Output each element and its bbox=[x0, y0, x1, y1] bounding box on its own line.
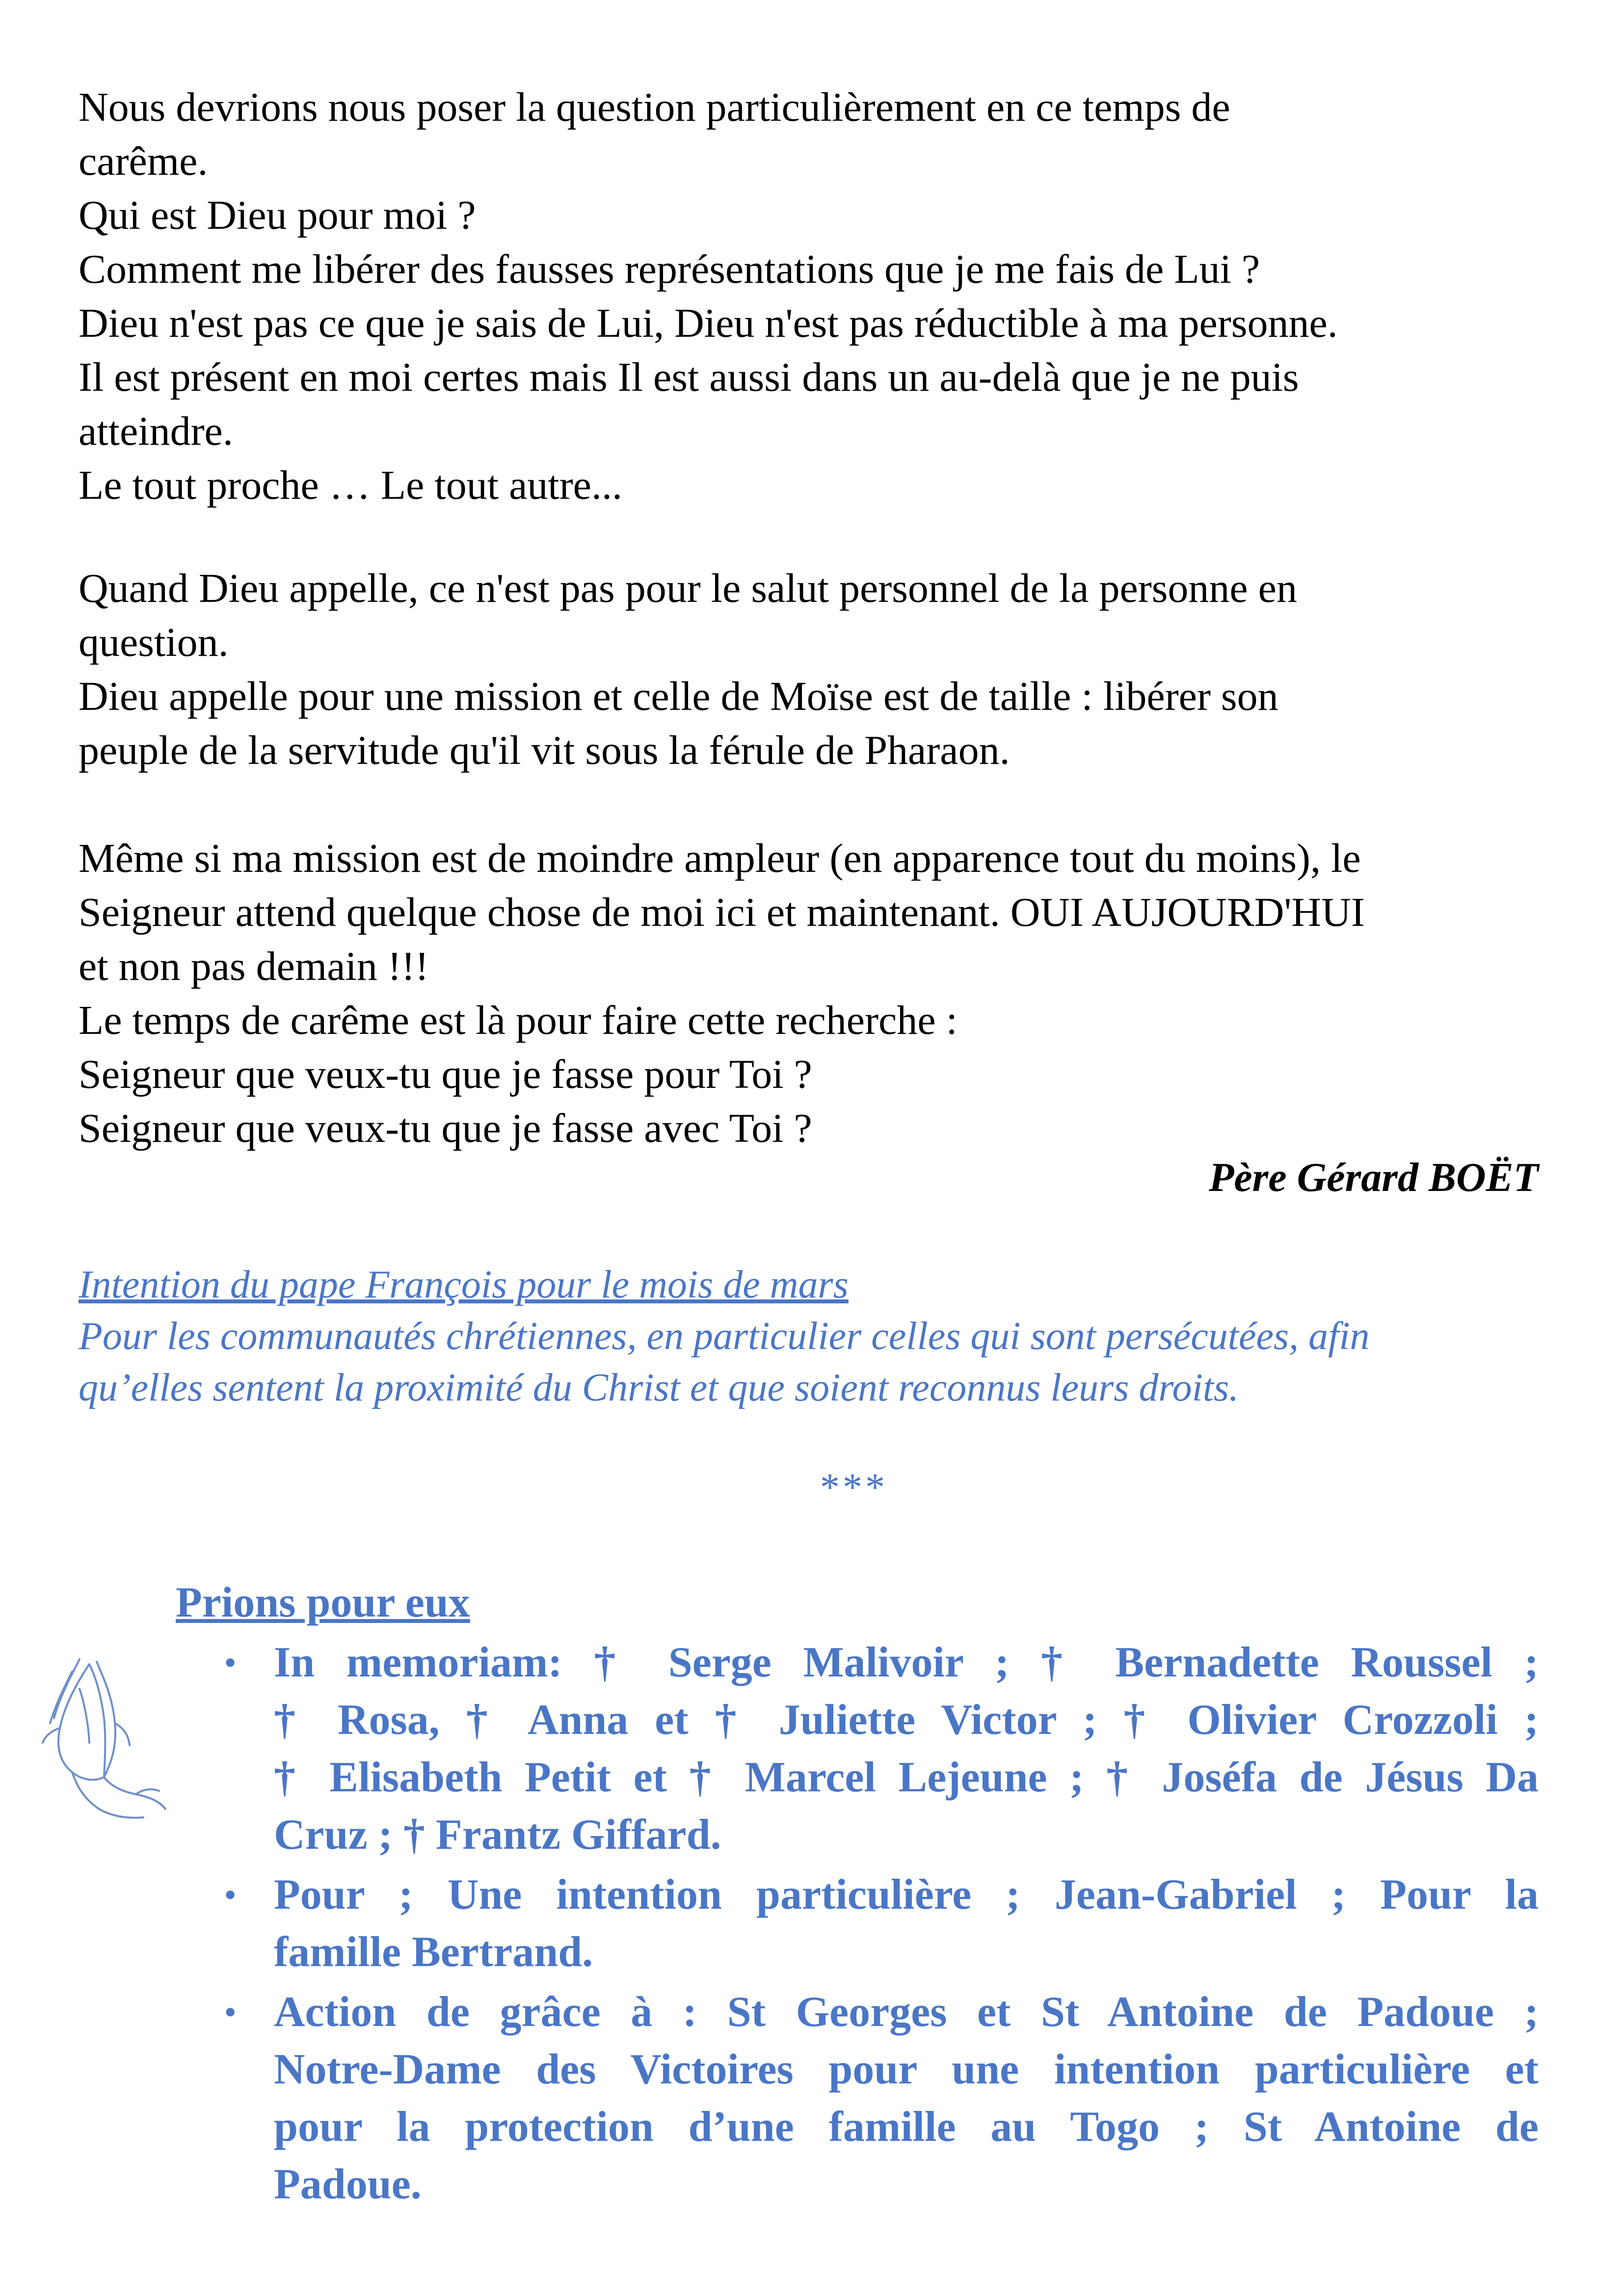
text-line: Il est présent en moi certes mais Il est aussi dans un au-delà que je ne puis bbox=[79, 354, 1299, 400]
text-line: Comment me libérer des fausses représentations que je me fais de Lui ? bbox=[79, 246, 1260, 292]
list-item-line: Padoue. bbox=[274, 2161, 422, 2208]
text-line: Nous devrions nous poser la question particulièrement en ce temps de bbox=[79, 84, 1230, 130]
text-line: et non pas demain !!! bbox=[79, 944, 429, 989]
body-paragraph-3 bbox=[79, 832, 1536, 1156]
list-item-line: pour la protection d’une famille au Togo ; St Antoine de bbox=[274, 2103, 1539, 2151]
text-line: Même si ma mission est de moindre ampleur (en apparence tout du moins), le bbox=[79, 836, 1361, 881]
text-line: atteindre. bbox=[79, 408, 233, 454]
list-item-line: Action de grâce à : St Georges et St Antoine de Padoue ; bbox=[274, 1988, 1539, 2036]
prayer-item-pour bbox=[225, 1866, 1539, 1981]
bullet-icon: • bbox=[225, 1877, 236, 1912]
prayer-item-action-de-grace bbox=[225, 1983, 1539, 2213]
bullet-icon: • bbox=[225, 1995, 236, 2029]
prayer-item-in-memoriam bbox=[225, 1634, 1539, 1864]
text-line: Seigneur que veux-tu que je fasse pour Toi ? bbox=[79, 1052, 812, 1097]
text-line: Le tout proche … Le tout autre... bbox=[79, 462, 622, 508]
prions-title: Prions pour eux bbox=[176, 1579, 470, 1626]
text-line: Seigneur que veux-tu que je fasse avec Toi ? bbox=[79, 1106, 812, 1151]
prayer-list bbox=[225, 1634, 1539, 2215]
list-item-line: In memoriam: † Serge Malivoir ; † Bernadette Roussel ; bbox=[274, 1639, 1539, 1686]
list-item-line: Notre-Dame des Victoires pour une intention particulière et bbox=[274, 2046, 1539, 2093]
text-line: Dieu appelle pour une mission et celle de Moïse est de taille : libérer son bbox=[79, 674, 1278, 719]
section-separator: *** bbox=[820, 1466, 888, 1509]
body-paragraph-2 bbox=[79, 562, 1536, 778]
text-line: carême. bbox=[79, 138, 208, 184]
pope-intention-line: qu’elles sentent la proximité du Christ et que soient reconnus leurs droits. bbox=[79, 1366, 1239, 1409]
body-paragraph-1 bbox=[79, 81, 1536, 513]
text-line: Dieu n'est pas ce que je sais de Lui, Dieu n'est pas réductible à ma personne. bbox=[79, 300, 1338, 346]
bullet-icon: • bbox=[225, 1645, 236, 1680]
praying-hands-icon bbox=[30, 1645, 173, 1826]
list-item-line: Pour ; Une intention particulière ; Jean-Gabriel ; Pour la bbox=[274, 1871, 1539, 1918]
pope-intention bbox=[79, 1259, 1539, 1414]
pope-intention-line: Pour les communautés chrétiennes, en particulier celles qui sont persécutées, afin bbox=[79, 1315, 1370, 1358]
list-item-line: † Elisabeth Petit et † Marcel Lejeune ; † Joséfa de Jésus Da bbox=[274, 1754, 1539, 1801]
text-line: question. bbox=[79, 620, 229, 665]
pope-intention-title: Intention du pape François pour le mois de mars bbox=[79, 1263, 849, 1306]
text-line: Quand Dieu appelle, ce n'est pas pour le salut personnel de la personne en bbox=[79, 566, 1297, 611]
text-line: Qui est Dieu pour moi ? bbox=[79, 192, 476, 238]
list-item-line: † Rosa, † Anna et † Juliette Victor ; † Olivier Crozzoli ; bbox=[274, 1696, 1539, 1744]
text-line: Le temps de carême est là pour faire cette recherche : bbox=[79, 998, 958, 1043]
text-line: Seigneur attend quelque chose de moi ici et maintenant. OUI AUJOURD'HUI bbox=[79, 890, 1365, 935]
signature: Père Gérard BOËT bbox=[1209, 1155, 1539, 1200]
list-item-line: Cruz ; † Frantz Giffard. bbox=[274, 1811, 721, 1859]
list-item-line: famille Bertrand. bbox=[274, 1928, 593, 1976]
text-line: peuple de la servitude qu'il vit sous la férule de Pharaon. bbox=[79, 728, 1010, 773]
